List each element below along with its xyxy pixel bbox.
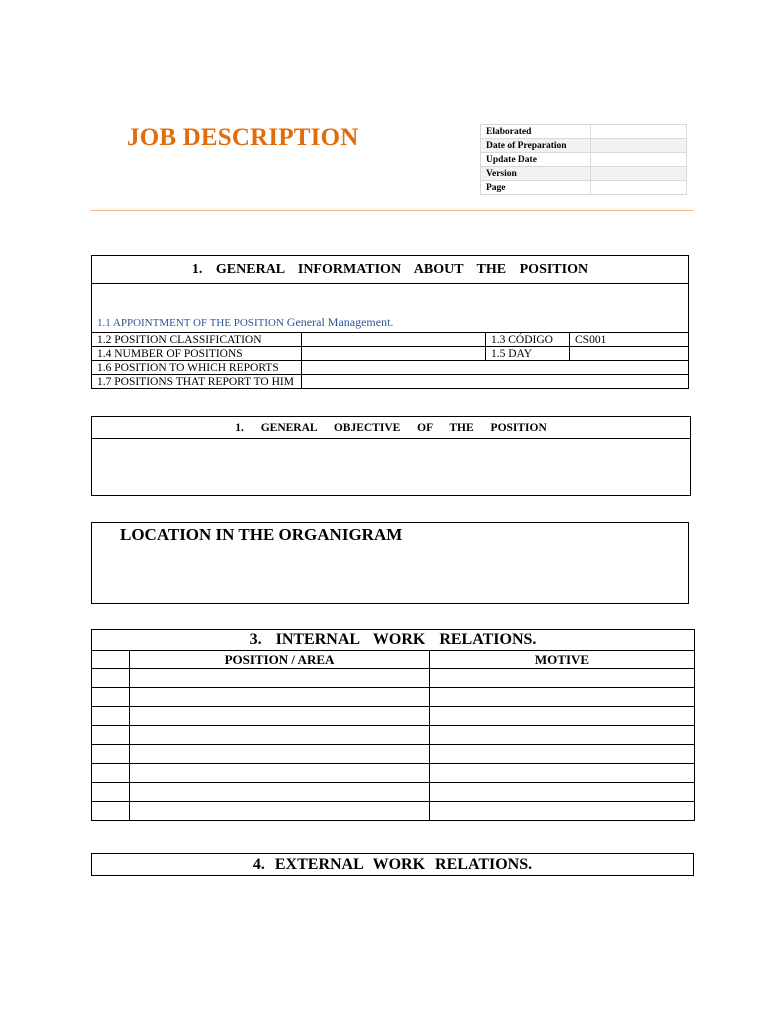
section-heading: 1. GENERAL INFORMATION ABOUT THE POSITION	[92, 256, 689, 284]
meta-row-elaborated	[481, 125, 687, 139]
table-row	[92, 802, 695, 821]
position-area-cell[interactable]	[130, 783, 430, 802]
meta-value[interactable]	[591, 181, 687, 195]
column-header-motive: MOTIVE	[430, 651, 695, 669]
position-area-cell[interactable]	[130, 688, 430, 707]
external-work-relations-heading: 4. EXTERNAL WORK RELATIONS.	[91, 853, 694, 876]
row-number-cell[interactable]	[92, 669, 130, 688]
motive-cell[interactable]	[430, 783, 695, 802]
row-number-cell[interactable]	[92, 726, 130, 745]
classification-value[interactable]	[302, 333, 486, 347]
position-area-cell[interactable]	[130, 745, 430, 764]
appointment-value: General Management.	[286, 315, 394, 329]
organigram-box[interactable]	[91, 522, 689, 604]
motive-cell[interactable]	[430, 707, 695, 726]
classification-label: 1.2 POSITION CLASSIFICATION	[92, 333, 302, 347]
appointment-cell[interactable]	[92, 284, 689, 333]
motive-cell[interactable]	[430, 688, 695, 707]
table-row	[92, 745, 695, 764]
row-number-cell[interactable]	[92, 707, 130, 726]
section-heading: 1. GENERAL OBJECTIVE OF THE POSITION	[92, 417, 691, 439]
meta-label: Update Date	[481, 153, 591, 167]
meta-row-update-date	[481, 153, 687, 167]
general-objective-field[interactable]	[92, 439, 691, 496]
internal-work-relations-table	[91, 629, 695, 821]
meta-label: Page	[481, 181, 591, 195]
day-value[interactable]	[570, 347, 689, 361]
general-objective-table	[91, 416, 691, 496]
row-number-cell[interactable]	[92, 783, 130, 802]
meta-row-page	[481, 181, 687, 195]
meta-label: Date of Preparation	[481, 139, 591, 153]
header-divider	[91, 210, 693, 211]
number-of-positions-value[interactable]	[302, 347, 486, 361]
codigo-value[interactable]: CS001	[570, 333, 689, 347]
general-information-table	[91, 255, 689, 389]
position-area-cell[interactable]	[130, 764, 430, 783]
document-metadata-table	[480, 124, 687, 195]
codigo-label: 1.3 CÓDIGO	[486, 333, 570, 347]
position-area-cell[interactable]	[130, 726, 430, 745]
table-row	[92, 707, 695, 726]
row-number-cell[interactable]	[92, 802, 130, 821]
reports-to-value[interactable]	[302, 361, 689, 375]
meta-value[interactable]	[591, 153, 687, 167]
position-area-cell[interactable]	[130, 802, 430, 821]
reporting-positions-value[interactable]	[302, 375, 689, 389]
motive-cell[interactable]	[430, 726, 695, 745]
motive-cell[interactable]	[430, 669, 695, 688]
table-row	[92, 764, 695, 783]
column-header-position-area: POSITION / AREA	[130, 651, 430, 669]
reports-to-label: 1.6 POSITION TO WHICH REPORTS	[92, 361, 302, 375]
appointment-label: 1.1 APPOINTMENT OF THE POSITION	[97, 317, 284, 329]
day-label: 1.5 DAY	[486, 347, 570, 361]
meta-row-version	[481, 167, 687, 181]
table-row	[92, 726, 695, 745]
reporting-positions-label: 1.7 POSITIONS THAT REPORT TO HIM	[92, 375, 302, 389]
document-title: JOB DESCRIPTION	[127, 124, 359, 151]
position-area-cell[interactable]	[130, 707, 430, 726]
column-header-number	[92, 651, 130, 669]
row-number-cell[interactable]	[92, 764, 130, 783]
number-of-positions-label: 1.4 NUMBER OF POSITIONS	[92, 347, 302, 361]
row-number-cell[interactable]	[92, 745, 130, 764]
table-row	[92, 783, 695, 802]
motive-cell[interactable]	[430, 802, 695, 821]
organigram-heading: LOCATION IN THE ORGANIGRAM	[120, 525, 403, 544]
section-heading: 3. INTERNAL WORK RELATIONS.	[92, 630, 695, 651]
position-area-cell[interactable]	[130, 669, 430, 688]
motive-cell[interactable]	[430, 764, 695, 783]
meta-label: Elaborated	[481, 125, 591, 139]
meta-value[interactable]	[591, 125, 687, 139]
table-row	[92, 669, 695, 688]
meta-row-date-of-preparation	[481, 139, 687, 153]
meta-value[interactable]	[591, 167, 687, 181]
meta-label: Version	[481, 167, 591, 181]
motive-cell[interactable]	[430, 745, 695, 764]
table-row	[92, 688, 695, 707]
row-number-cell[interactable]	[92, 688, 130, 707]
meta-value[interactable]	[591, 139, 687, 153]
